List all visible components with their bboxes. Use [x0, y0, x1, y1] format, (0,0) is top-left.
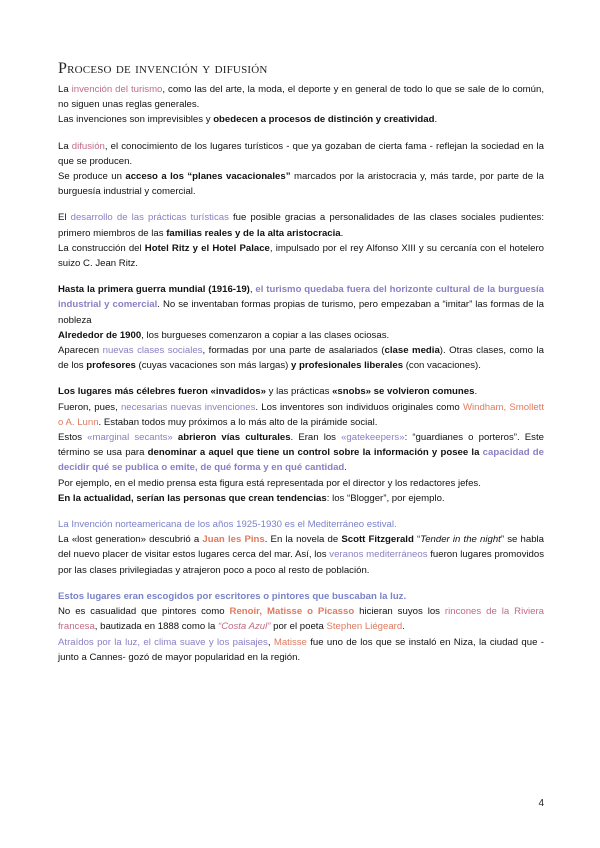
text-span: . Eran los	[290, 432, 342, 444]
subheading-escritores-pintores: Estos lugares eran escogidos por escritores o pintores que buscaban la luz.	[58, 590, 407, 602]
text-span: Estos	[58, 432, 88, 444]
highlight-riviera: rincones de la Riviera francesa	[58, 606, 544, 633]
highlight-veranos: veranos mediterráneos	[329, 549, 428, 561]
bold-span: Alrededor de 1900	[58, 329, 142, 341]
text-span: . Estaban todos muy próximos a lo más alto de la pirámide social.	[98, 416, 378, 428]
text-line	[58, 430, 544, 476]
text-span: y las prácticas	[265, 386, 333, 398]
text-span: ). Otras clases, como la de los	[58, 345, 545, 372]
text-span: . Los inventores son individuos originales como	[255, 401, 463, 413]
highlight-invenciones: necesarias nuevas invenciones	[120, 401, 256, 413]
text-span: La	[58, 140, 72, 152]
text-line	[58, 400, 544, 430]
paragraph-difusion	[58, 139, 544, 200]
text-span: marcados por la aristocracia y, más tarde, por parte de la burguesía industrial y comercial.	[58, 171, 544, 198]
text-span: , bautizada en 1888 como la	[94, 621, 219, 633]
text-line	[58, 604, 544, 634]
bold-span: profesores	[86, 360, 136, 372]
highlight-juan-les-pins: Juan les Pins	[202, 534, 265, 546]
text-span: .	[402, 621, 405, 633]
text-line	[58, 635, 544, 665]
text-span: ” se habla del nuevo placer de visitar estos lugares cerca del mar. Así, los	[58, 534, 544, 561]
text-span: “	[413, 534, 421, 546]
paragraph-pintores	[58, 589, 544, 665]
page-title: Proceso de invención y difusión	[58, 60, 268, 77]
text-span: ,	[267, 636, 274, 648]
paragraph-invadidos	[58, 384, 544, 506]
text-span: El	[58, 212, 71, 224]
text-span: hicieran suyos los	[354, 606, 445, 618]
bold-span: obedecen a procesos de distinción y creatividad	[213, 114, 435, 126]
text-span: La	[58, 84, 72, 95]
bold-span: En la actualidad, serían las personas que crean tendencias	[58, 492, 327, 504]
text-span: No es casualidad que pintores como	[58, 606, 230, 618]
text-span: Fueron, pues,	[58, 401, 121, 413]
text-line	[58, 532, 544, 578]
highlight-pintores: Renoir, Matisse o Picasso	[229, 606, 355, 618]
subheading-invencion-norteamericana: La Invención norteamericana de los años 1925-1930 es el Mediterráneo estival.	[58, 519, 397, 531]
text-line	[58, 343, 544, 373]
highlight-desarrollo: desarrollo de las prácticas turísticas	[70, 212, 229, 224]
text-span: Se produce un	[58, 171, 126, 183]
paragraph-guerra	[58, 282, 544, 373]
highlight-costa-azul: “Costa Azul”	[218, 621, 271, 633]
text-span: , formadas por una parte de asalariados (	[202, 345, 385, 357]
text-span: , el conocimiento de los lugares turísticos - que ya gozaban de cierta fama - reflejan la sociedad en la que se producen.	[58, 140, 544, 167]
text-span: La construcción del	[58, 242, 145, 254]
text-span: Las invenciones son imprevisibles y	[58, 114, 214, 126]
text-span: Por ejemplo, en el medio prensa esta figura está representada por el director y los redactores jefes.	[58, 477, 481, 489]
bold-span: abrieron vías culturales	[177, 432, 291, 444]
text-span: fueron lugares promovidos por las clases privilegiadas y atrajeron poco a poco al resto de población.	[58, 549, 544, 576]
bold-span: familias reales y de la alta aristocracia	[166, 227, 341, 239]
bold-span: denominar a aquel que tiene un control sobre la información y posee la	[147, 447, 483, 459]
page-number: 4	[538, 798, 544, 809]
text-span: : los “Blogger”, por ejemplo.	[326, 492, 445, 504]
highlight-inventores: Windham, Smollett o A. Lunn	[58, 401, 544, 428]
highlight-capacidad: capacidad de decidir qué se publica o emite, de qué forma y en qué cantidad	[58, 447, 544, 474]
text-line	[58, 112, 544, 127]
text-line	[58, 169, 544, 199]
text-span: , impulsado por el rey Alfonso XIII y su cercanía con el hotelero suizo C. Jean Ritz.	[58, 242, 544, 270]
highlight-liegeard: Stephen Liégeard	[326, 621, 403, 633]
highlight-gatekeepers: «gatekeepers»	[341, 432, 405, 444]
highlight-matisse: Matisse	[273, 636, 307, 648]
bold-span: acceso a los “planes vacacionales”	[125, 171, 291, 183]
highlight-atraidos: Atraídos por la luz, el clima suave y los paisajes	[58, 636, 268, 648]
italic-span: Tender in the night	[420, 534, 501, 546]
bold-span: Scott Fitzgerald	[341, 534, 414, 546]
text-span: , como las del arte, la moda, el deporte y en general de todo lo que se sale de lo común, no siguen unas reglas generales.	[58, 84, 544, 111]
text-span: La «lost generation» descubrió a	[58, 534, 203, 546]
bold-span: Hasta la primera guerra mundial (1916-19)	[58, 284, 250, 296]
highlight-marginal-secants: «marginal secants»	[87, 432, 173, 444]
highlight-burguesia: el turismo quedaba fuera del horizonte cultural de la burguesía industrial y comercial	[58, 284, 544, 311]
text-span: . No se inventaban formas propias de turismo, pero empezaban a “imitar” las formas de la nobleza	[58, 299, 545, 326]
highlight-difusion: difusión	[71, 140, 105, 152]
highlight-invencion: invención del turismo	[71, 84, 163, 95]
text-span: fue posible gracias a personalidades de las clases sociales pudientes: primero miembros de las	[58, 212, 544, 239]
text-line	[58, 328, 544, 343]
paragraph-desarrollo	[58, 210, 544, 271]
highlight-nuevas-clases: nuevas clases sociales	[102, 345, 203, 357]
text-span: .	[344, 462, 347, 474]
document-body	[58, 82, 544, 665]
text-span: fue uno de los que se instaló en Niza, la ciudad que -junto a Cannes- gozó de mayor popularidad en la región.	[58, 636, 544, 663]
text-line	[58, 476, 544, 491]
text-span: (cuyas vacaciones son más largas)	[135, 360, 292, 372]
text-line	[58, 491, 544, 506]
bold-span: Los lugares más célebres fueron «invadidos»	[58, 386, 266, 398]
text-span: .	[434, 114, 438, 126]
text-span: ,	[249, 284, 256, 296]
text-line	[58, 241, 544, 271]
bold-span: «snobs» se volvieron comunes	[332, 386, 475, 398]
text-span: , los burgueses comenzaron a copiar a las clases ociosas.	[141, 329, 390, 341]
bold-span: y profesionales liberales	[291, 360, 404, 372]
text-span: . En la novela de	[264, 534, 342, 546]
paragraph-mediterraneo	[58, 517, 544, 578]
text-span: .	[340, 227, 344, 239]
text-span: Aparecen	[58, 345, 103, 357]
text-span: por el poeta	[270, 621, 327, 633]
text-span: .	[474, 386, 478, 398]
text-span: (con vacaciones).	[403, 360, 481, 372]
text-span: : “guardianes o porteros”. Este término se usa para	[58, 432, 544, 459]
paragraph-invencion	[58, 82, 544, 128]
bold-span: Hotel Ritz y el Hotel Palace	[144, 242, 270, 254]
bold-span: clase media	[384, 345, 440, 357]
